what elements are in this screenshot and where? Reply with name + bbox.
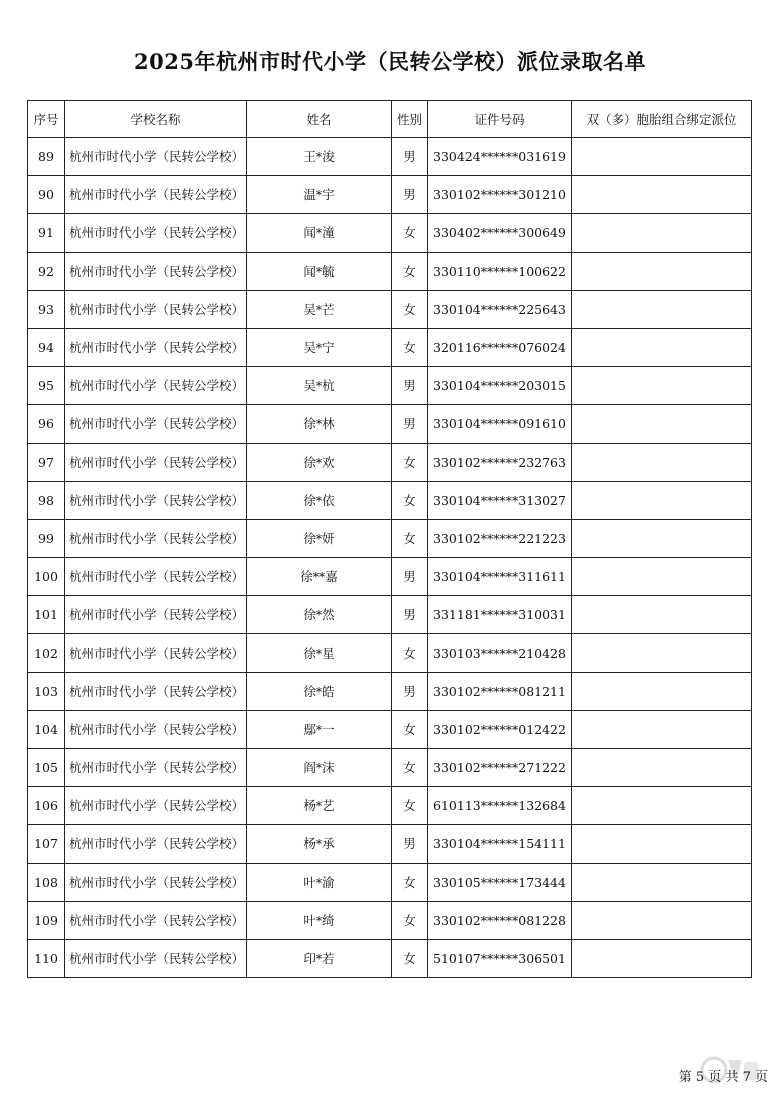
header-twin: 双（多）胞胎组合绑定派位: [572, 101, 752, 138]
cell-school: 杭州市时代小学（民转公学校）: [65, 252, 247, 290]
cell-id: 330102******221223: [428, 519, 572, 557]
cell-id: 510107******306501: [428, 939, 572, 977]
cell-twin: [572, 252, 752, 290]
cell-twin: [572, 825, 752, 863]
cell-twin: [572, 749, 752, 787]
cell-id: 330102******232763: [428, 443, 572, 481]
cell-id: 330104******203015: [428, 367, 572, 405]
cell-school: 杭州市时代小学（民转公学校）: [65, 519, 247, 557]
table-row: [28, 290, 752, 328]
cell-seq: 89: [28, 138, 65, 176]
cell-id: 320116******076024: [428, 328, 572, 366]
cell-gender: 男: [392, 596, 428, 634]
cell-seq: 102: [28, 634, 65, 672]
cell-twin: [572, 176, 752, 214]
cell-school: 杭州市时代小学（民转公学校）: [65, 176, 247, 214]
cell-seq: 92: [28, 252, 65, 290]
table-row: [28, 519, 752, 557]
table-row: [28, 634, 752, 672]
cell-name: 吴*芒: [247, 290, 392, 328]
cell-name: 王*浚: [247, 138, 392, 176]
cell-seq: 98: [28, 481, 65, 519]
cell-id: 330104******225643: [428, 290, 572, 328]
cell-seq: 107: [28, 825, 65, 863]
table-row: [28, 672, 752, 710]
cell-id: 330103******210428: [428, 634, 572, 672]
cell-name: 徐*皓: [247, 672, 392, 710]
cell-twin: [572, 290, 752, 328]
cell-name: 吴*宁: [247, 328, 392, 366]
cell-school: 杭州市时代小学（民转公学校）: [65, 558, 247, 596]
cell-gender: 女: [392, 901, 428, 939]
cell-id: 330105******173444: [428, 863, 572, 901]
cell-seq: 94: [28, 328, 65, 366]
table-row: [28, 558, 752, 596]
cell-gender: 男: [392, 176, 428, 214]
cell-seq: 106: [28, 787, 65, 825]
table-row: [28, 138, 752, 176]
cell-seq: 90: [28, 176, 65, 214]
cell-school: 杭州市时代小学（民转公学校）: [65, 596, 247, 634]
cell-gender: 女: [392, 519, 428, 557]
table-row: [28, 825, 752, 863]
cell-id: 330104******091610: [428, 405, 572, 443]
cell-twin: [572, 367, 752, 405]
cell-gender: 女: [392, 481, 428, 519]
cell-twin: [572, 481, 752, 519]
cell-twin: [572, 863, 752, 901]
cell-name: 徐**嘉: [247, 558, 392, 596]
cell-name: 温*宇: [247, 176, 392, 214]
cell-school: 杭州市时代小学（民转公学校）: [65, 481, 247, 519]
header-seq: 序号: [28, 101, 65, 138]
cell-twin: [572, 634, 752, 672]
cell-name: 吴*杭: [247, 367, 392, 405]
table-row: [28, 481, 752, 519]
cell-name: 鄢*一: [247, 710, 392, 748]
cell-twin: [572, 519, 752, 557]
cell-name: 叶*绮: [247, 901, 392, 939]
cell-school: 杭州市时代小学（民转公学校）: [65, 405, 247, 443]
cell-gender: 女: [392, 749, 428, 787]
cell-id: 330102******012422: [428, 710, 572, 748]
cell-seq: 110: [28, 939, 65, 977]
cell-name: 徐*林: [247, 405, 392, 443]
cell-twin: [572, 672, 752, 710]
cell-name: 阎*沫: [247, 749, 392, 787]
table-row: [28, 328, 752, 366]
cell-gender: 男: [392, 138, 428, 176]
cell-seq: 103: [28, 672, 65, 710]
cell-name: 徐*依: [247, 481, 392, 519]
cell-name: 闻*毓: [247, 252, 392, 290]
cell-id: 330104******311611: [428, 558, 572, 596]
header-name: 姓名: [247, 101, 392, 138]
cell-name: 杨*承: [247, 825, 392, 863]
header-gender: 性别: [392, 101, 428, 138]
cell-twin: [572, 214, 752, 252]
table-row: [28, 252, 752, 290]
cell-twin: [572, 710, 752, 748]
cell-school: 杭州市时代小学（民转公学校）: [65, 367, 247, 405]
cell-seq: 101: [28, 596, 65, 634]
cell-school: 杭州市时代小学（民转公学校）: [65, 214, 247, 252]
cell-twin: [572, 596, 752, 634]
cell-gender: 女: [392, 634, 428, 672]
cell-seq: 93: [28, 290, 65, 328]
cell-id: 330102******081228: [428, 901, 572, 939]
cell-id: 610113******132684: [428, 787, 572, 825]
table-row: [28, 939, 752, 977]
cell-gender: 男: [392, 558, 428, 596]
table-row: [28, 405, 752, 443]
cell-twin: [572, 443, 752, 481]
table-row: [28, 749, 752, 787]
cell-seq: 96: [28, 405, 65, 443]
table-row: [28, 214, 752, 252]
table-row: [28, 901, 752, 939]
cell-id: 330102******271222: [428, 749, 572, 787]
cell-school: 杭州市时代小学（民转公学校）: [65, 138, 247, 176]
cell-seq: 99: [28, 519, 65, 557]
cell-seq: 95: [28, 367, 65, 405]
cell-gender: 男: [392, 672, 428, 710]
cell-id: 331181******310031: [428, 596, 572, 634]
cell-seq: 97: [28, 443, 65, 481]
cell-school: 杭州市时代小学（民转公学校）: [65, 710, 247, 748]
cell-twin: [572, 328, 752, 366]
cell-gender: 男: [392, 367, 428, 405]
table-body: [28, 138, 752, 978]
cell-gender: 女: [392, 328, 428, 366]
cell-school: 杭州市时代小学（民转公学校）: [65, 443, 247, 481]
cell-seq: 100: [28, 558, 65, 596]
cell-name: 徐*然: [247, 596, 392, 634]
cell-gender: 男: [392, 825, 428, 863]
cell-name: 徐*妍: [247, 519, 392, 557]
cell-name: 徐*欢: [247, 443, 392, 481]
cell-school: 杭州市时代小学（民转公学校）: [65, 749, 247, 787]
cell-seq: 104: [28, 710, 65, 748]
cell-id: 330424******031619: [428, 138, 572, 176]
cell-id: 330104******313027: [428, 481, 572, 519]
cell-gender: 女: [392, 252, 428, 290]
cell-school: 杭州市时代小学（民转公学校）: [65, 787, 247, 825]
cell-school: 杭州市时代小学（民转公学校）: [65, 863, 247, 901]
cell-id: 330402******300649: [428, 214, 572, 252]
cell-name: 印*若: [247, 939, 392, 977]
table-row: [28, 787, 752, 825]
cell-twin: [572, 405, 752, 443]
cell-id: 330110******100622: [428, 252, 572, 290]
cell-id: 330102******301210: [428, 176, 572, 214]
cell-twin: [572, 138, 752, 176]
cell-gender: 女: [392, 939, 428, 977]
cell-school: 杭州市时代小学（民转公学校）: [65, 328, 247, 366]
cell-twin: [572, 558, 752, 596]
cell-gender: 女: [392, 710, 428, 748]
cell-seq: 108: [28, 863, 65, 901]
cell-gender: 女: [392, 443, 428, 481]
cell-school: 杭州市时代小学（民转公学校）: [65, 825, 247, 863]
cell-id: 330102******081211: [428, 672, 572, 710]
cell-name: 叶*渝: [247, 863, 392, 901]
cell-school: 杭州市时代小学（民转公学校）: [65, 901, 247, 939]
document-title: 2025年杭州市时代小学（民转公学校）派位录取名单: [134, 49, 646, 74]
cell-name: 杨*艺: [247, 787, 392, 825]
cell-twin: [572, 787, 752, 825]
table-row: [28, 443, 752, 481]
admission-table: [27, 100, 752, 978]
cell-twin: [572, 939, 752, 977]
cell-gender: 女: [392, 787, 428, 825]
cell-id: 330104******154111: [428, 825, 572, 863]
cell-school: 杭州市时代小学（民转公学校）: [65, 939, 247, 977]
table-row: [28, 710, 752, 748]
table-row: [28, 596, 752, 634]
table-row: [28, 176, 752, 214]
cell-twin: [572, 901, 752, 939]
table-header-row: [28, 101, 752, 138]
cell-gender: 女: [392, 214, 428, 252]
page-footer: 第 5 页 共 7 页: [678, 1070, 768, 1085]
cell-gender: 女: [392, 290, 428, 328]
table-row: [28, 367, 752, 405]
cell-name: 闻*潼: [247, 214, 392, 252]
cell-seq: 109: [28, 901, 65, 939]
cell-school: 杭州市时代小学（民转公学校）: [65, 290, 247, 328]
cell-school: 杭州市时代小学（民转公学校）: [65, 672, 247, 710]
cell-seq: 105: [28, 749, 65, 787]
cell-gender: 女: [392, 863, 428, 901]
cell-name: 徐*星: [247, 634, 392, 672]
header-school: 学校名称: [65, 101, 247, 138]
cell-seq: 91: [28, 214, 65, 252]
cell-gender: 男: [392, 405, 428, 443]
header-id: 证件号码: [428, 101, 572, 138]
cell-school: 杭州市时代小学（民转公学校）: [65, 634, 247, 672]
table-row: [28, 863, 752, 901]
